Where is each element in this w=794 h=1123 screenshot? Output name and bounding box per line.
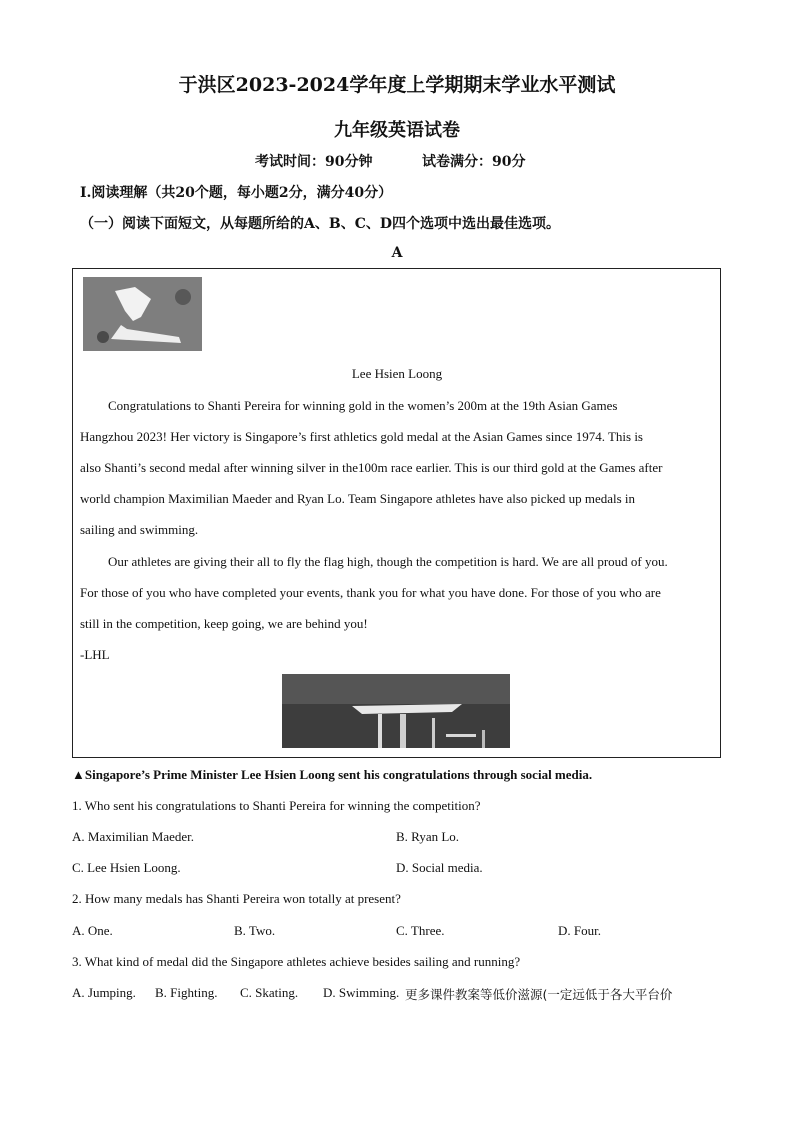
exam-title: 于洪区2023-2024学年度上学期期末学业水平测试 <box>178 74 616 96</box>
question-stem: 1. Who sent his congratulations to Shanti Pereira for winning the competition? <box>72 798 481 813</box>
option-b[interactable]: B. Ryan Lo. <box>396 829 460 844</box>
passage-label: A <box>391 245 403 261</box>
option-d[interactable]: D. Social media. <box>396 860 483 875</box>
passage-line: Our athletes are giving their all to fly the flag high, though the competition is hard. We are all proud of you. <box>108 554 668 569</box>
section-instruction: （一）阅读下面短文，从每题所给的A、B、C、D四个选项中选出最佳选项。 <box>80 216 560 232</box>
exam-subtitle: 九年级英语试卷 <box>334 120 460 141</box>
question-stem: 2. How many medals has Shanti Pereira won totally at present? <box>72 891 401 906</box>
option-d[interactable]: D. Swimming. <box>323 985 400 1000</box>
stadium-photo <box>282 674 510 748</box>
option-c[interactable]: C. Skating. <box>240 985 299 1000</box>
option-b[interactable]: B. Two. <box>234 923 276 938</box>
passage-author: Lee Hsien Loong <box>351 366 443 381</box>
option-a[interactable]: A. One. <box>72 923 113 938</box>
passage-signature: -LHL <box>80 647 110 662</box>
option-d[interactable]: D. Four. <box>558 923 601 938</box>
passage-line: For those of you who have completed your events, thank you for what you have done. For those of you who are <box>80 585 661 600</box>
promo-text: 更多课件教案等低价滋源(一定远低于各大平台价 <box>405 987 673 1002</box>
option-c[interactable]: C. Three. <box>396 923 445 938</box>
passage-line: still in the competition, keep going, we are behind you! <box>80 616 368 631</box>
photo-caption: ▲Singapore’s Prime Minister Lee Hsien Loong sent his congratulations through social media. <box>72 767 593 782</box>
option-a[interactable]: A. Maximilian Maeder. <box>72 829 195 844</box>
exam-time: 考试时间：90分钟 <box>255 154 373 170</box>
option-b[interactable]: B. Fighting. <box>155 985 218 1000</box>
option-a[interactable]: A. Jumping. <box>72 985 136 1000</box>
profile-photo <box>83 277 202 351</box>
passage-line: also Shanti’s second medal after winning silver in the100m race earlier. This is our third gold at the Games after <box>80 460 663 475</box>
passage-line: Hangzhou 2023! Her victory is Singapore’s first athletics gold medal at the Asian Games since 1974. This is <box>80 429 643 444</box>
passage-line: Congratulations to Shanti Pereira for winning gold in the women’s 200m at the 19th Asian Games <box>108 398 618 413</box>
question-stem: 3. What kind of medal did the Singapore athletes achieve besides sailing and running? <box>72 954 521 969</box>
exam-score: 试卷满分：90分 <box>422 154 526 170</box>
passage-line: world champion Maximilian Maeder and Ryan Lo. Team Singapore athletes have also picked up medals in <box>80 491 636 506</box>
option-c[interactable]: C. Lee Hsien Loong. <box>72 860 181 875</box>
passage-line: sailing and swimming. <box>80 522 199 537</box>
section-heading: Ⅰ.阅读理解（共20个题，每小题2分，满分40分） <box>80 185 393 201</box>
